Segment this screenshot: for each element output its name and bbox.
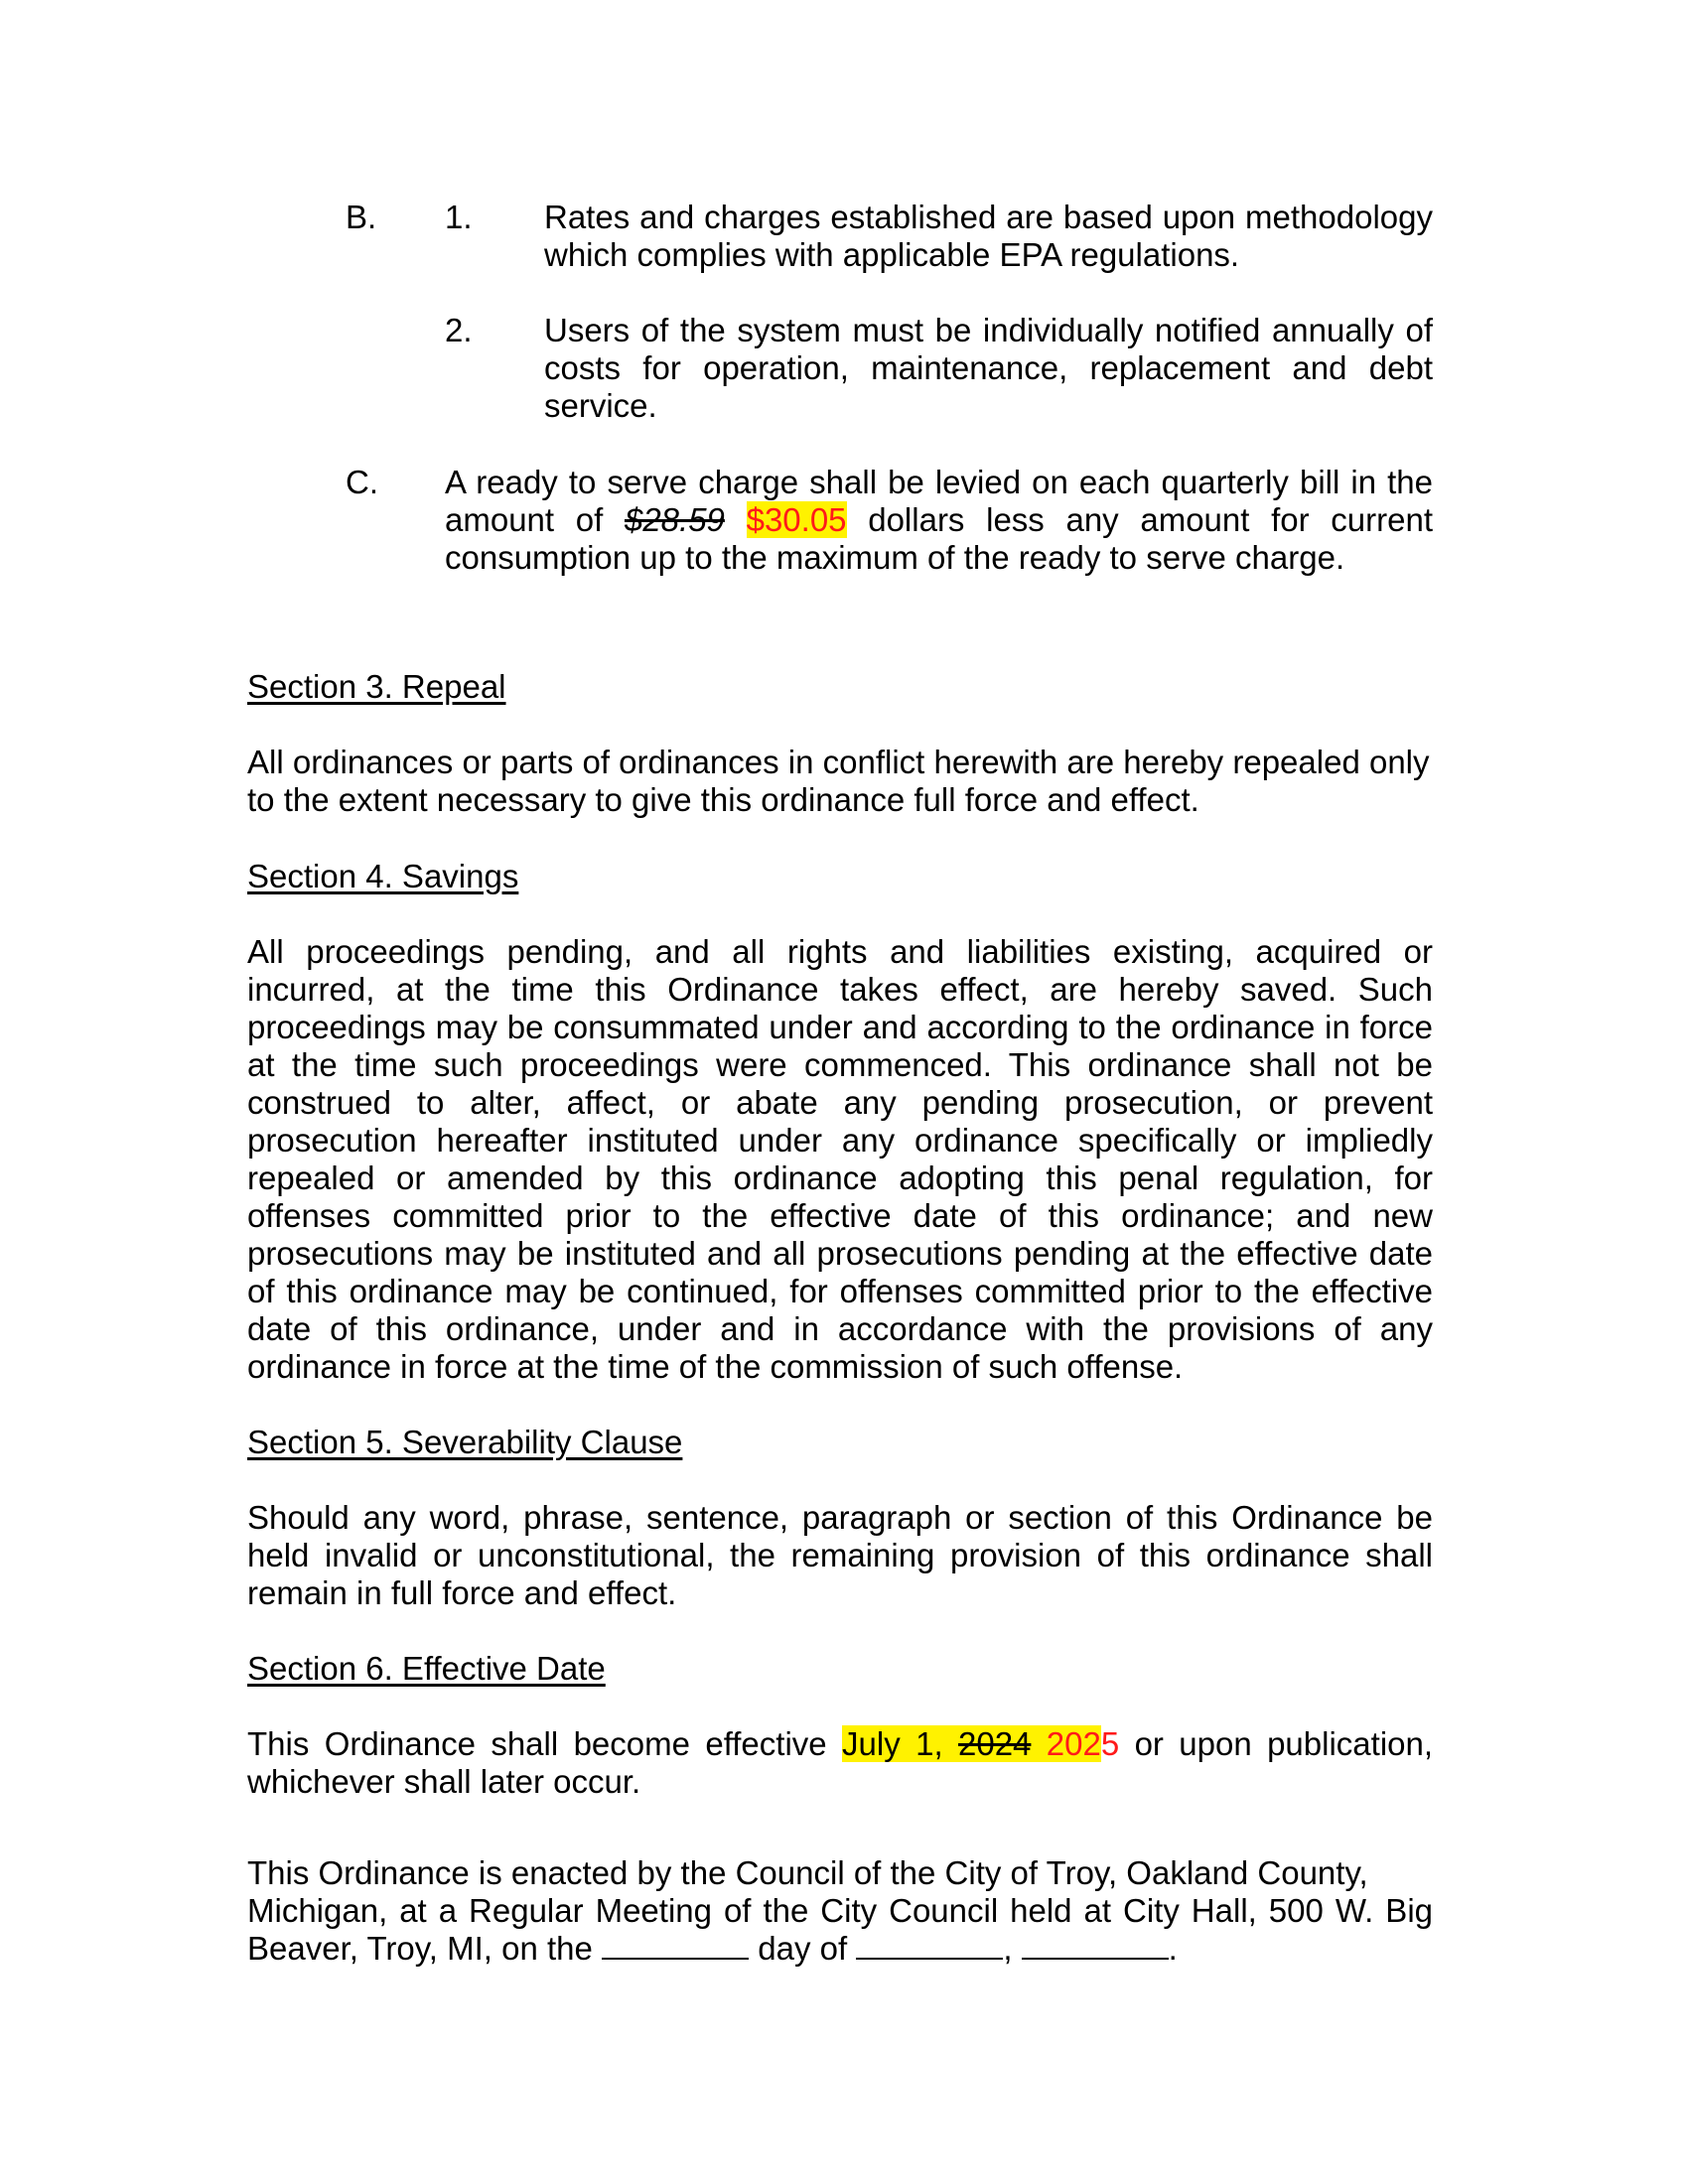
old-amount: $28.59 — [624, 501, 725, 538]
list-letter-b: B. — [346, 199, 377, 235]
enactment-line-1: This Ordinance is enacted by the Council of the City of Troy, Oakland County, — [247, 1854, 1368, 1891]
new-year-highlighted: 202 — [1046, 1725, 1101, 1762]
section-6-body — [247, 1725, 1433, 1801]
section-4-heading: Section 4. Savings — [247, 858, 519, 894]
year-blank — [1022, 1932, 1169, 1960]
enactment-day-of: day of — [758, 1930, 848, 1967]
section-6-heading: Section 6. Effective Date — [247, 1650, 606, 1687]
day-blank — [602, 1932, 749, 1960]
s6-text-after: or upon publication, whichever shall later occur. — [247, 1725, 1434, 1800]
enactment-line-3-start: Beaver, Troy, MI, on the — [247, 1930, 593, 1967]
list-item-b2-text: Users of the system must be individually notified annually of costs for operation, maintenance, replacement and debt service. — [544, 312, 1433, 424]
enactment-period: . — [1168, 1930, 1178, 1967]
section-4-body: All proceedings pending, and all rights and liabilities existing, acquired or incurred, at the time this Ordinance takes effect, are hereby saved. Such proceedings may be consummated under and according to the ordinance in force at the time such proceedings were commenced. This ordinance shall not be construed to alter, affect, or abate any pending prosecution, or prevent prosecution hereafter instituted under any ordinance specifically or impliedly repealed or amended by this ordinance adopting this penal regulation, for offenses committed prior to the effective date of this ordinance; and new prosecutions may be instituted and all prosecutions pending at the effective date of this ordinance may be continued, for offenses committed prior to the effective date of this ordinance, under and in accordance with the provisions of any ordinance in force at the time of the commission of such offense. — [247, 933, 1433, 1385]
new-amount: $30.05 — [746, 501, 847, 538]
list-number-2: 2. — [445, 312, 473, 348]
s6-text-before: This Ordinance shall become effective — [247, 1725, 827, 1762]
c-text-before: A ready to serve charge shall be levied on each quarterly bill in the amount of — [445, 464, 1433, 538]
section-3-body: All ordinances or parts of ordinances in conflict herewith are hereby repealed only to the extent necessary to give this ordinance full force and effect. — [247, 744, 1430, 818]
section-5-body: Should any word, phrase, sentence, paragraph or section of this Ordinance be held invalid or unconstitutional, the remaining provision of this ordinance shall remain in full force and effect. — [247, 1499, 1433, 1611]
section-3-heading: Section 3. Repeal — [247, 668, 506, 705]
month-blank — [856, 1932, 1003, 1960]
old-year: 2024 — [957, 1725, 1032, 1762]
date-prefix: July 1, — [842, 1725, 943, 1762]
enactment-line-2: Michigan, at a Regular Meeting of the City Council held at City Hall, 500 W. Big — [247, 1892, 1433, 1929]
c-text-after: dollars less any amount for current consumption up to the maximum of the ready to serve charge. — [445, 501, 1434, 576]
enactment-paragraph — [247, 1854, 1433, 1968]
effective-date-highlight — [842, 1725, 1101, 1762]
section-5-heading: Section 5. Severability Clause — [247, 1424, 683, 1460]
list-number-1: 1. — [445, 199, 473, 235]
new-year-tail: 5 — [1100, 1725, 1120, 1762]
enactment-comma: , — [1003, 1930, 1013, 1967]
list-item-b1-text: Rates and charges established are based upon methodology which complies with applicable EPA regulations. — [544, 199, 1433, 273]
list-letter-c: C. — [346, 464, 378, 500]
enactment-line-3 — [247, 1930, 1433, 1968]
list-item-c-text — [445, 464, 1433, 577]
